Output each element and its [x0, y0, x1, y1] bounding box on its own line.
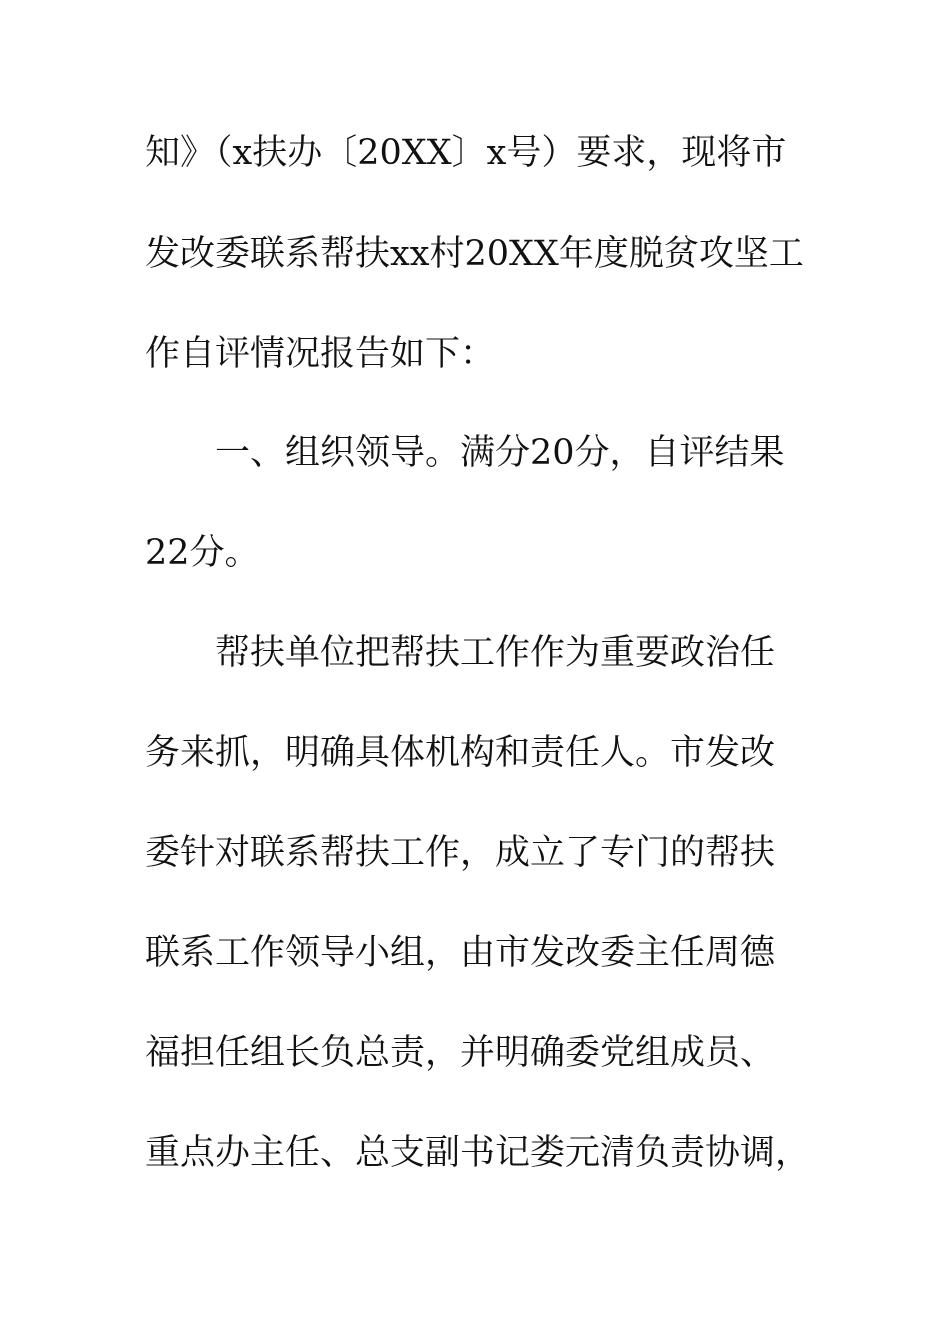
text-line-3: 作自评情况报告如下： [145, 334, 496, 374]
text-line-8: 委针对联系帮扶工作，成立了专门的帮扶 [145, 833, 776, 873]
paragraph-start: 帮扶单位把帮扶工作作为重要政治任 [215, 633, 776, 673]
text-line-5: 22分。 [145, 533, 260, 573]
text-line-1: 知》（x扶办〔20XX〕x号）要求，现将市 [145, 133, 787, 173]
text-line-11: 重点办主任、总支副书记娄元清负责协调， [145, 1133, 811, 1173]
section-heading-1: 一、组织领导。满分20分，自评结果 [215, 433, 785, 473]
text-line-10: 福担任组长负总责，并明确委党组成员、 [145, 1033, 776, 1073]
text-line-7: 务来抓，明确具体机构和责任人。市发改 [145, 733, 776, 773]
text-line-2: 发改委联系帮扶xx村20XX年度脱贫攻坚工 [145, 234, 804, 274]
text-line-9: 联系工作领导小组，由市发改委主任周德 [145, 933, 776, 973]
